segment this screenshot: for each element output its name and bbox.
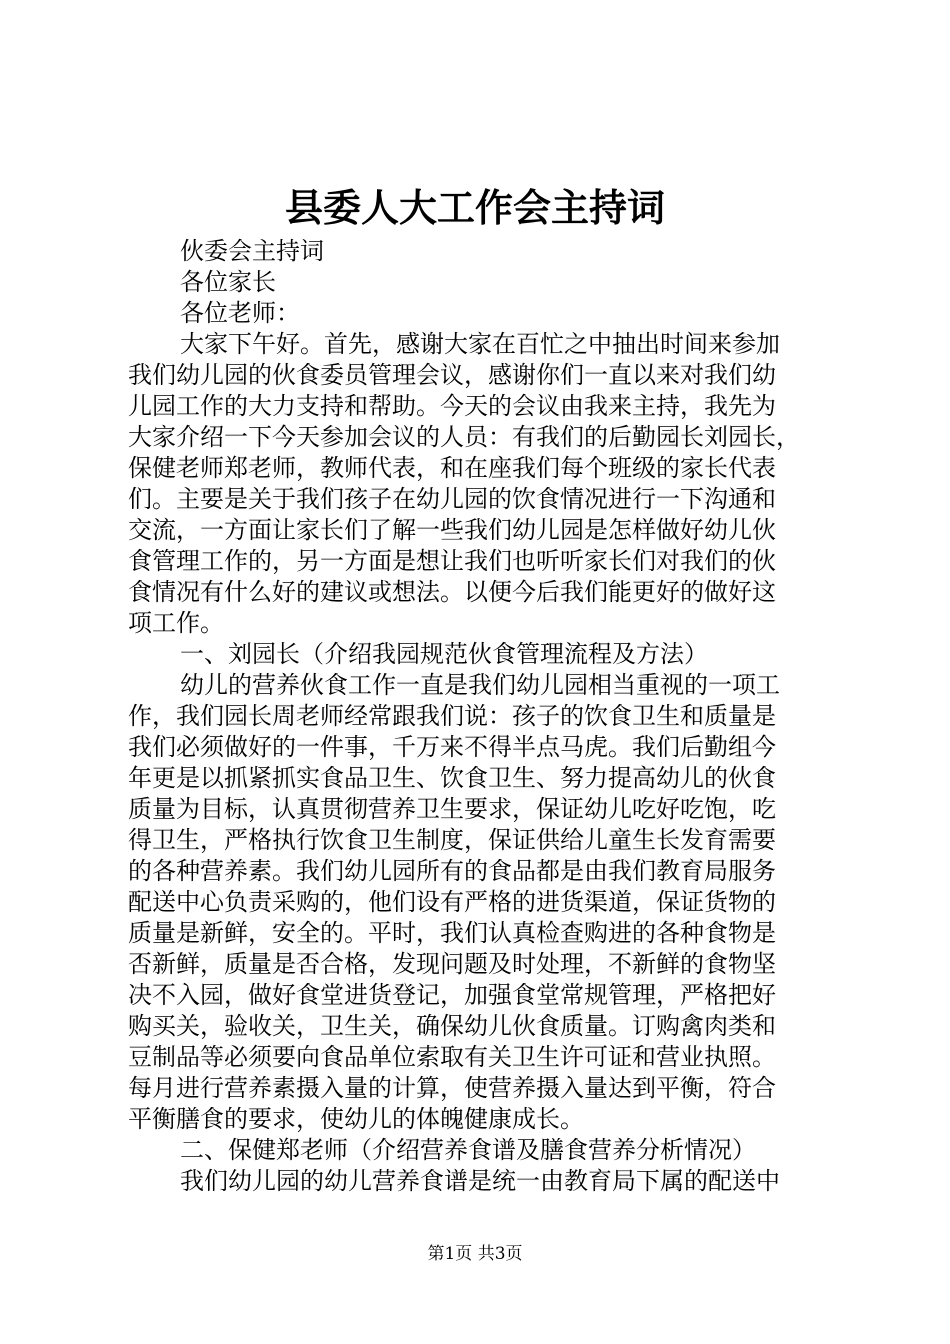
text-line: 大家介绍一下今天参加会议的人员：有我们的后勤园长刘园长，: [128, 423, 800, 451]
text-line: 购买关，验收关，卫生关，确保幼儿伙食质量。订购禽肉类和: [128, 1012, 776, 1040]
text-line: 我们幼儿园的幼儿营养食谱是统一由教育局下属的配送中: [180, 1167, 780, 1195]
text-line: 项工作。: [128, 609, 224, 637]
text-line: 保健老师郑老师，教师代表，和在座我们每个班级的家长代表: [128, 454, 776, 482]
text-line: 作，我们园长周老师经常跟我们说：孩子的饮食卫生和质量是: [128, 702, 776, 730]
text-line: 们。主要是关于我们孩子在幼儿园的饮食情况进行一下沟通和: [128, 485, 776, 513]
text-line: 幼儿的营养伙食工作一直是我们幼儿园相当重视的一项工: [180, 671, 780, 699]
text-line: 大家下午好。首先，感谢大家在百忙之中抽出时间来参加: [180, 330, 780, 358]
section-heading: 一、刘园长（介绍我园规范伙食管理流程及方法）: [180, 640, 708, 668]
text-line: 年更是以抓紧抓实食品卫生、饮食卫生、努力提高幼儿的伙食: [128, 764, 776, 792]
text-line: 每月进行营养素摄入量的计算，使营养摄入量达到平衡，符合: [128, 1074, 776, 1102]
text-line: 质量是新鲜，安全的。平时，我们认真检查购进的各种食物是: [128, 919, 776, 947]
text-line: 质量为目标，认真贯彻营养卫生要求，保证幼儿吃好吃饱，吃: [128, 795, 776, 823]
text-line: 各位家长: [180, 268, 276, 296]
text-line: 食管理工作的，另一方面是想让我们也听听家长们对我们的伙: [128, 547, 776, 575]
document-body: [128, 236, 832, 1197]
text-line: 交流，一方面让家长们了解一些我们幼儿园是怎样做好幼儿伙: [128, 516, 776, 544]
text-line: 决不入园，做好食堂进货登记，加强食堂常规管理，严格把好: [128, 981, 776, 1009]
text-line: 平衡膳食的要求，使幼儿的体魄健康成长。: [128, 1105, 584, 1133]
document-title: 县委人大工作会主持词: [284, 185, 665, 230]
text-line: 豆制品等必须要向食品单位索取有关卫生许可证和营业执照。: [128, 1043, 776, 1071]
text-line: 各位老师：: [180, 299, 300, 327]
text-line: 我们幼儿园的伙食委员管理会议，感谢你们一直以来对我们幼: [128, 361, 776, 389]
text-line: 否新鲜，质量是否合格，发现问题及时处理，不新鲜的食物坚: [128, 950, 776, 978]
text-line: 得卫生，严格执行饮食卫生制度，保证供给儿童生长发育需要: [128, 826, 776, 854]
text-line: 配送中心负责采购的，他们设有严格的进货渠道，保证货物的: [128, 888, 776, 916]
page-footer: 第1页 共3页: [427, 1244, 523, 1264]
text-line: 儿园工作的大力支持和帮助。今天的会议由我来主持，我先为: [128, 392, 776, 420]
text-line: 我们必须做好的一件事，千万来不得半点马虎。我们后勤组今: [128, 733, 776, 761]
text-line: 的各种营养素。我们幼儿园所有的食品都是由我们教育局服务: [128, 857, 776, 885]
section-heading: 二、保健郑老师（介绍营养食谱及膳食营养分析情况）: [180, 1136, 756, 1164]
text-line: 食情况有什么好的建议或想法。以便今后我们能更好的做好这: [128, 578, 776, 606]
text-line: 伙委会主持词: [180, 237, 324, 265]
